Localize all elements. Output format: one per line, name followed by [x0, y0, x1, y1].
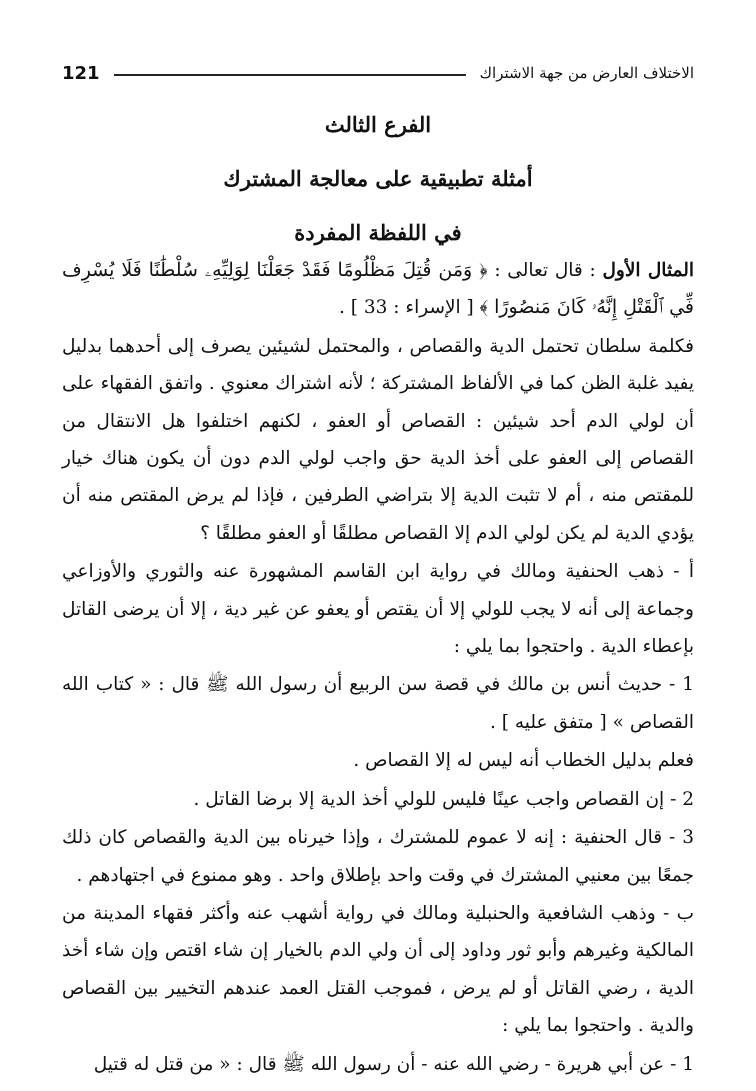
paragraph: أ - ذهب الحنفية ومالك في رواية ابن القاسم المشهورة عنه والثوري والأوزاعي وجماعة إلى أنه لا يجب للولي إلا أن يقتص أو يعفو عن غير دية ، إلا أن يرضى القاتل بإعطاء الدية . واحتجوا بما يلي :	[62, 561, 694, 658]
example-intro: : قال تعالى :	[487, 260, 603, 281]
header-rule	[114, 74, 466, 76]
branch-heading: الفرع الثالث	[324, 112, 432, 137]
paragraph: فكلمة سلطان تحتمل الدية والقصاص ، والمحتمل لشيئين يصرف إلى أحدهما بدليل يفيد غلبة الظن كما في الألفاظ المشتركة ؛ لأنه اشتراك معنوي . واتفق الفقهاء على أن لولي الدم أحد شيئين : القصاص أو العفو ، لكنهم اختلفوا هل الانتقال من القصاص إلى العفو على أخذ الدية حق واجب لولي الدم دون أن يكون هناك خيار للمقتص منه ، أم لا تثبت الدية إلا بتراضي الطرفين ، فإذا لم يرض المقتص منه أن يؤدي الدية لم يكن لولي الدم إلا القصاص مطلقًا أو العفو مطلقًا ؟	[62, 335, 694, 544]
body-text	[62, 252, 694, 1083]
paragraph: 1 - حديث أنس بن مالك في قصة سن الربيع أن رسول الله ﷺ قال : « كتاب الله القصاص » [ متفق عليه ] .	[62, 674, 694, 733]
section-subtitle: في اللفظة المفردة	[294, 220, 462, 245]
section-title: أمثلة تطبيقية على معالجة المشترك	[223, 166, 533, 191]
paragraph: 3 - قال الحنفية : إنه لا عموم للمشترك ، وإذا خيرناه بين الدية والقصاص كان ذلك جمعًا بين معنيي المشترك في وقت واحد بإطلاق واحد . وهو ممنوع في اجتهادهم .	[62, 827, 694, 886]
section-headings	[62, 108, 694, 250]
quran-verse: ﴿ وَمَن قُتِلَ مَظْلُومًا فَقَدْ جَعَلْنَا لِوَلِيِّهِۦ سُلْطَٰنًا فَلَا يُسْرِف فِّي ٱلْقَتْلِ إِنَّهُۥ كَانَ مَنصُورًا ﴾	[62, 259, 694, 319]
paragraph: ب - وذهب الشافعية والحنبلية ومالك في رواية أشهب عنه وأكثر فقهاء المدينة من المالكية وغيرهم وأبو ثور وداود إلى أن ولي الدم بالخيار إن شاء اقتص وإن شاء أخذ الدية ، رضي القاتل أو لم يرض ، فموجب القتل العمد عندهم التخيير بين القصاص والدية . واحتجوا بما يلي :	[62, 902, 694, 1037]
running-title: الاختلاف العارض من جهة الاشتراك	[479, 64, 694, 82]
verse-reference: [ الإسراء : 33 ] .	[339, 297, 480, 319]
page-number: 121	[62, 62, 100, 84]
paragraph: فعلم بدليل الخطاب أنه ليس له إلا القصاص .	[353, 750, 694, 772]
page-header	[62, 58, 694, 88]
example-paragraph	[62, 252, 694, 327]
example-lead: المثال الأول	[602, 260, 694, 281]
paragraph: 1 - عن أبي هريرة - رضي الله عنه - أن رسول الله ﷺ قال : « من قتل له قتيل	[93, 1053, 694, 1075]
paragraph: 2 - إن القصاص واجب عينًا فليس للولي أخذ الدية إلا برضا القاتل .	[193, 788, 694, 810]
